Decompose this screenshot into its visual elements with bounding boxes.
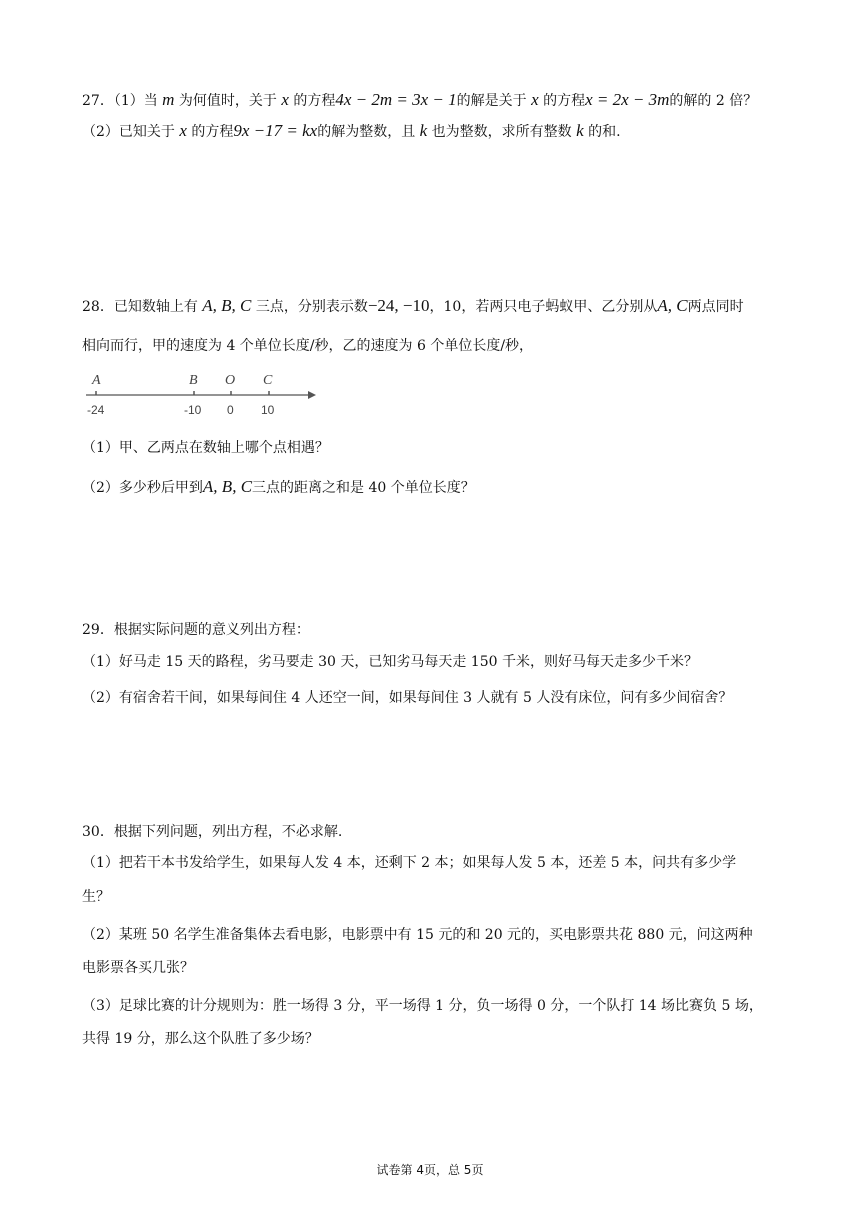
points-ac: A, C	[657, 296, 688, 315]
var-m: m	[162, 90, 175, 109]
numbers: −24, −10	[367, 296, 430, 315]
q28-text: 三点，分别表示数	[251, 299, 368, 315]
points-abc: A, B, C	[202, 477, 253, 496]
var-x: x	[281, 90, 289, 109]
q28-text: 三点的距离之和是 40 个单位长度？	[252, 480, 475, 496]
q27-text: 的方程	[288, 93, 336, 109]
q28-sub2	[82, 477, 475, 498]
point-value: -10	[184, 403, 202, 417]
var-x: x	[531, 90, 539, 109]
var-k: k	[419, 121, 428, 140]
q27-text: 的解为整数，且	[317, 124, 420, 140]
q28-line1	[82, 296, 744, 317]
q27-text: 的和.	[583, 124, 621, 140]
q27-line2	[82, 121, 621, 142]
q27-text: （2）已知关于	[82, 124, 180, 140]
q28-text: ，10，若两只电子蚂蚁甲、乙分别从	[429, 299, 658, 315]
q29-title: 29．根据实际问题的意义列出方程：	[82, 622, 310, 638]
q27-text: 的方程	[538, 93, 586, 109]
point-label: B	[189, 373, 198, 388]
point-value: 10	[261, 403, 275, 417]
q30-sub3-line1: （3）足球比赛的计分规则为：胜一场得 3 分，平一场得 1 分，负一场得 0 分，一个队打 14 场比赛负 5 场，	[82, 998, 763, 1014]
var-x: x	[179, 121, 187, 140]
q27-text: 的解的 2 倍？	[669, 93, 758, 109]
point-label: O	[225, 373, 236, 388]
q29-sub2: （2）有宿舍若干间，如果每间住 4 人还空一间，如果每间住 3 人就有 5 人没有床位，问有多少间宿舍？	[82, 690, 733, 706]
q30-title: 30．根据下列问题，列出方程，不必求解.	[82, 824, 343, 840]
point-label: A	[92, 373, 101, 388]
q28-line2: 相向而行，甲的速度为 4 个单位长度/秒，乙的速度为 6 个单位长度/秒，	[82, 338, 534, 354]
q29-sub1: （1）好马走 15 天的路程，劣马要走 30 天，已知劣马每天走 150 千米，则好马每天走多少千米？	[82, 654, 698, 670]
q30-sub2-line2: 电影票各买几张？	[82, 960, 194, 976]
q28-text: （2）多少秒后甲到	[82, 480, 203, 496]
q30-sub1-line2: 生？	[82, 889, 110, 905]
q27-text: 的方程	[186, 124, 234, 140]
q27-text: 也为整数，求所有整数	[427, 124, 577, 140]
q28-sub1: （1）甲、乙两点在数轴上哪个点相遇？	[82, 440, 329, 456]
points-abc: A, B, C	[202, 296, 252, 315]
point-value: 0	[227, 403, 234, 417]
q27-text: 27．（1）当	[82, 93, 163, 109]
q30-sub3-line2: 共得 19 分，那么这个队胜了多少场？	[82, 1031, 319, 1047]
equation: 9x −17 = kx	[233, 121, 318, 140]
q27-text: 的解是关于	[456, 93, 532, 109]
number-line-figure	[82, 366, 322, 426]
axis-arrow	[308, 391, 316, 399]
equation: 4x − 2m = 3x − 1	[335, 90, 457, 109]
point-label: C	[263, 373, 273, 388]
q30-sub1-line1: （1）把若干本书发给学生，如果每人发 4 本，还剩下 2 本；如果每人发 5 本，还差 5 本，问共有多少学	[82, 855, 737, 871]
q30-sub2-line1: （2）某班 50 名学生准备集体去看电影，电影票中有 15 元的和 20 元的，买电影票共花 880 元，问这两种	[82, 927, 753, 943]
q28-text: 28．已知数轴上有	[82, 299, 203, 315]
equation: x = 2x − 3m	[585, 90, 670, 109]
point-value: -24	[87, 403, 105, 417]
q27-text: 为何值时，关于	[174, 93, 282, 109]
var-k: k	[576, 121, 584, 140]
page-footer: 试卷第 4页，总 5页	[376, 1163, 484, 1177]
q27-line1	[82, 90, 757, 111]
q28-text: 两点同时	[687, 299, 744, 315]
